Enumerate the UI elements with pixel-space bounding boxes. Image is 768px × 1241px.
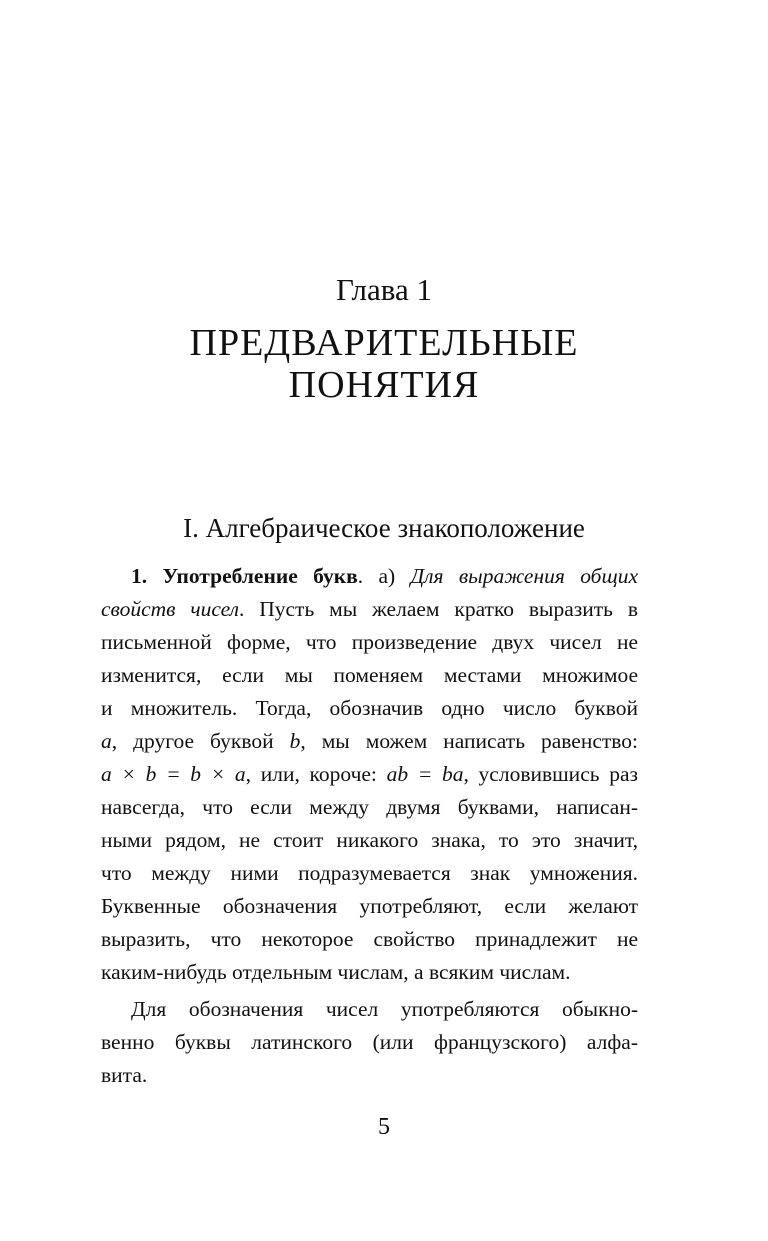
math-equation-1: a × b = b × a [101, 762, 246, 786]
text-line: каким-нибудь отдельным числам, а всяким числам. [101, 960, 571, 984]
text-span: , условившись раз [463, 762, 639, 786]
math-variable-a: a [101, 729, 112, 753]
text-span: , мы можем написать равенство: [300, 729, 638, 753]
sub-heading-italic-cont: свойств чисел [101, 597, 239, 621]
page-number: 5 [378, 1114, 390, 1140]
sub-heading-italic: Для выражения общих [410, 564, 639, 588]
item-heading-period: . [357, 564, 364, 588]
item-heading: Употребление букв [162, 564, 358, 588]
chapter-title-line-1: ПРЕДВАРИТЕЛЬНЫЕ [189, 322, 579, 364]
chapter-label: Глава 1 [335, 272, 433, 307]
text-span: , другое буквой [111, 729, 290, 753]
math-equation-2: ab = ba [386, 762, 464, 786]
text-line: навсегда, что если между двумя буквами, написан- [101, 795, 638, 819]
section-title: I. Алгебраическое знакоположение [183, 513, 585, 543]
text-line: что между ними подразумевается знак умножения. [101, 861, 638, 885]
chapter-title [0, 322, 768, 406]
text-span: , или, короче: [245, 762, 387, 786]
text-line: Буквенные обозначения употребляют, если желают [101, 894, 638, 918]
text-span: . Пусть мы желаем кратко выразить в [239, 597, 638, 621]
text-line: ными рядом, не стоит никакого знака, то это значит, [101, 828, 638, 852]
text-line: письменной форме, что произведение двух чисел не [101, 630, 638, 654]
text-line: вита. [101, 1063, 148, 1087]
text-line: изменится, если мы поменяем местами множимое [101, 663, 638, 687]
paragraph-1 [101, 560, 638, 989]
text-line [101, 560, 638, 593]
sub-marker: а) [378, 564, 396, 588]
item-number: 1. [131, 564, 148, 588]
paragraph-2 [101, 993, 638, 1092]
chapter-title-line-2: ПОНЯТИЯ [288, 364, 480, 406]
text-line: Для обозначения чисел употребляются обыкно- [131, 997, 638, 1021]
text-line: венно буквы латинского (или французского) алфа- [101, 1030, 638, 1054]
text-line [101, 758, 638, 791]
body-text [101, 560, 638, 1092]
text-line: выразить, что некоторое свойство принадлежит не [101, 927, 638, 951]
text-line [101, 725, 638, 758]
text-line: и множитель. Тогда, обозначив одно число буквой [101, 696, 638, 720]
math-variable-b: b [289, 729, 301, 753]
text-line [101, 593, 638, 626]
